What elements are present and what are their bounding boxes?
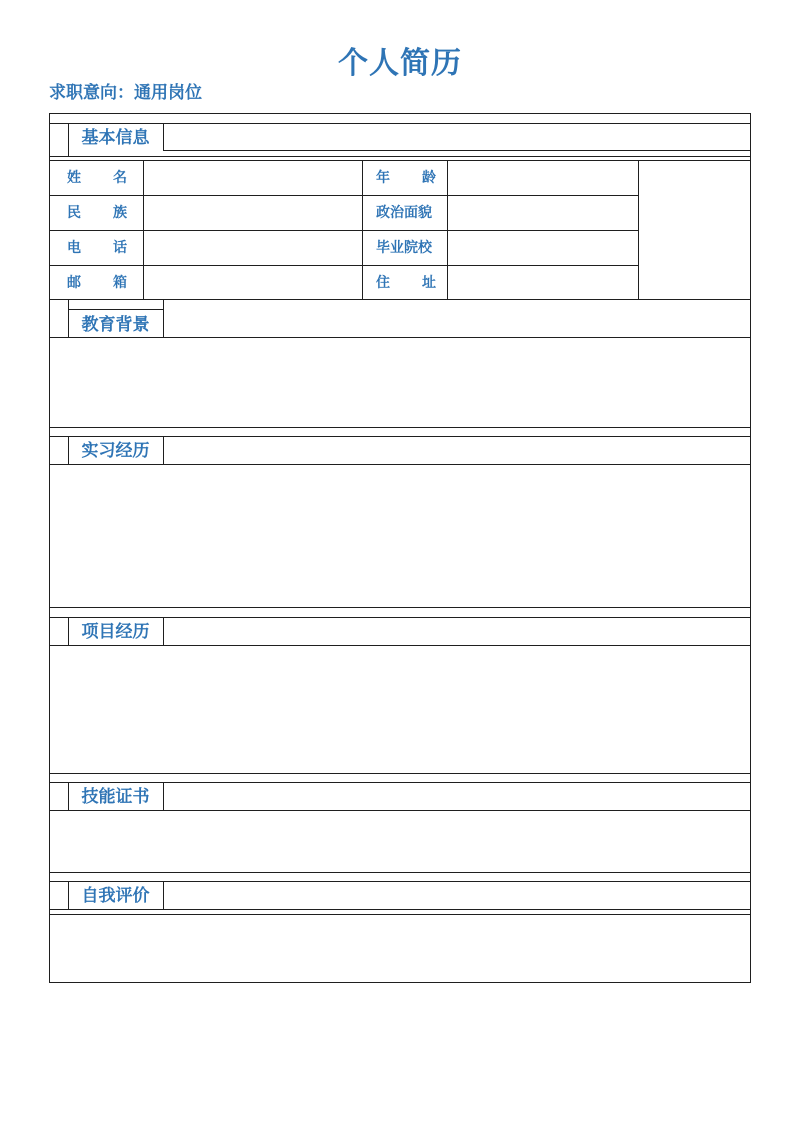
job-objective: 求职意向：通用岗位 (49, 83, 202, 103)
field-age[interactable] (448, 161, 637, 194)
section-title-internship: 实习经历 (81, 441, 150, 461)
field-school[interactable] (448, 231, 637, 264)
field-address[interactable] (448, 266, 637, 298)
field-name[interactable] (144, 161, 361, 194)
label-ethnicity: 民 族 (67, 205, 127, 221)
label-age: 年 龄 (376, 170, 436, 186)
section-title-self-evaluation: 自我评价 (81, 886, 150, 906)
section-title-education: 教育背景 (81, 315, 150, 335)
section-title-skills: 技能证书 (81, 787, 150, 807)
self-evaluation-content[interactable] (50, 915, 750, 981)
resume-title: 个人简历 (338, 46, 462, 81)
field-phone[interactable] (144, 231, 361, 264)
education-content[interactable] (50, 338, 750, 426)
field-email[interactable] (144, 266, 361, 298)
label-name: 姓 名 (67, 170, 127, 186)
label-phone: 电 话 (67, 240, 127, 256)
section-title-basic-info: 基本信息 (81, 128, 150, 148)
field-political-status[interactable] (448, 196, 637, 229)
section-title-projects: 项目经历 (81, 622, 150, 642)
label-political-status: 政治面貌 (376, 205, 432, 221)
label-email: 邮 箱 (67, 275, 127, 291)
projects-content[interactable] (50, 646, 750, 772)
label-address: 住 址 (376, 275, 436, 291)
internship-content[interactable] (50, 465, 750, 606)
field-ethnicity[interactable] (144, 196, 361, 229)
photo-box[interactable] (639, 161, 750, 299)
skills-content[interactable] (50, 811, 750, 871)
label-school: 毕业院校 (376, 240, 432, 256)
